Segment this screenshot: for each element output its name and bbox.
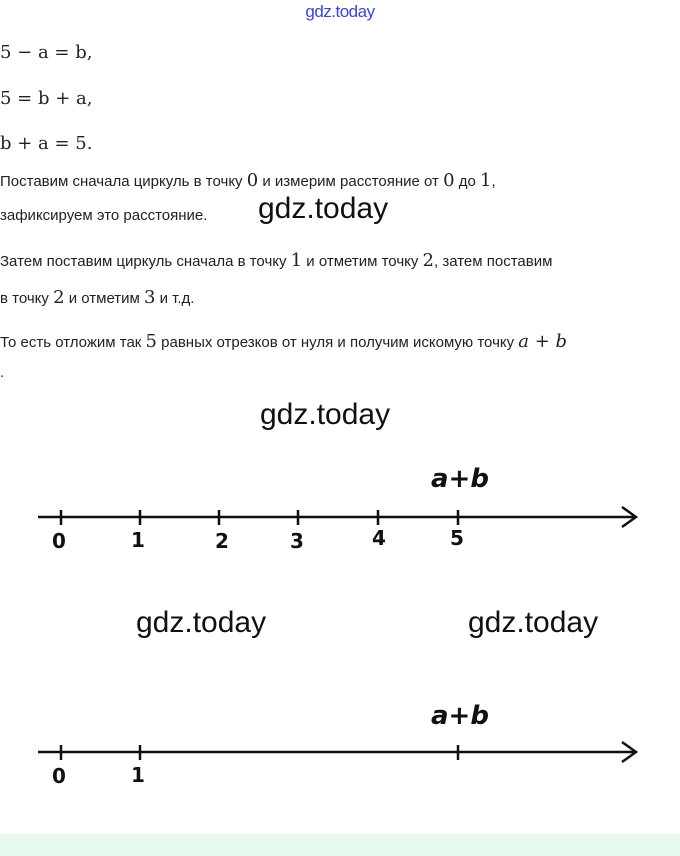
header-watermark: gdz.today xyxy=(305,2,375,21)
tick-label-3: 3 xyxy=(290,529,304,553)
paragraph-3: То есть отложим так 5 равных отрезков от нуля и получим искомую точку a + b xyxy=(0,331,568,352)
tick-label-2: 2 xyxy=(215,529,229,553)
equation-1: 5 − a = b, xyxy=(0,42,93,63)
paragraph-1-line-2: зафиксируем это расстояние. xyxy=(0,207,208,224)
watermark-right: gdz.today xyxy=(468,606,599,639)
bottom-bar xyxy=(0,834,680,856)
tick-label-0: 0 xyxy=(52,529,66,553)
watermark-center: gdz.today xyxy=(260,398,391,431)
tick-label-5: 5 xyxy=(450,526,464,550)
number-line-1 xyxy=(0,455,680,565)
paragraph-2-line-2: в точку 2 и отметим 3 и т.д. xyxy=(0,287,195,308)
point-label-a-plus-b: a+b xyxy=(431,464,489,494)
tick-label-0: 0 xyxy=(52,764,66,788)
point-label-a-plus-b: a+b xyxy=(431,701,489,731)
tick-label-1: 1 xyxy=(131,528,145,552)
watermark-inline: gdz.today xyxy=(258,192,389,225)
tick-label-4: 4 xyxy=(372,526,386,550)
paragraph-1-line-1: Поставим сначала циркуль в точку 0 и измерим расстояние от 0 до 1, xyxy=(0,170,496,191)
equation-2: 5 = b + a, xyxy=(0,88,93,109)
tick-label-1: 1 xyxy=(131,763,145,787)
watermark-left: gdz.today xyxy=(136,606,267,639)
number-line-2 xyxy=(0,690,680,800)
equation-3: b + a = 5. xyxy=(0,133,93,154)
paragraph-2-line-1: Затем поставим циркуль сначала в точку 1 и отметим точку 2, затем поставим xyxy=(0,250,553,271)
paragraph-3-period: . xyxy=(0,364,5,381)
